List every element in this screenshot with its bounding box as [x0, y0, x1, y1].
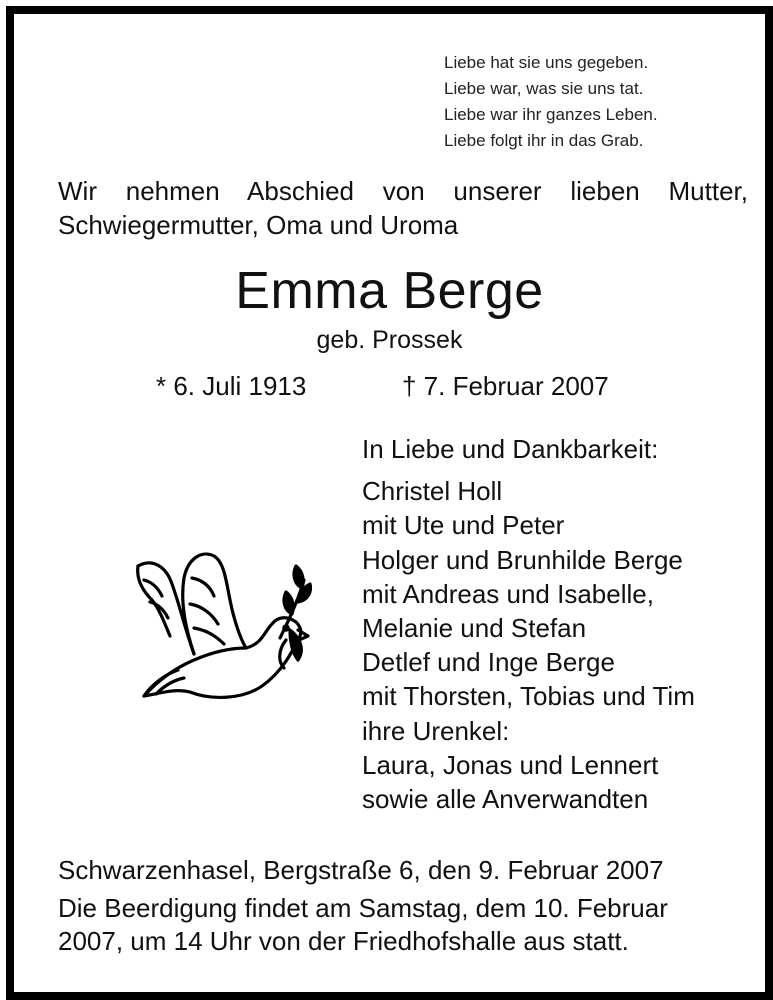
- mourner-line: Christel Holl: [362, 476, 503, 507]
- mourners-list: [362, 432, 752, 816]
- mourner-line: mit Andreas und Isabelle,: [362, 578, 654, 609]
- mourner-line: ihre Urenkel:: [362, 715, 510, 746]
- poem-line: Liebe hat sie uns gegeben.: [444, 53, 649, 72]
- obituary-notice: [6, 6, 773, 1000]
- intro-line-2: Schwiegermutter, Oma und Uroma: [58, 210, 459, 240]
- mourner-line: Detlef und Inge Berge: [362, 647, 615, 678]
- maiden-name: geb. Prossek: [316, 326, 463, 354]
- birth-date: * 6. Juli 1913: [156, 371, 307, 401]
- mourner-line: sowie alle Anverwandten: [362, 784, 649, 815]
- farewell-intro: [58, 174, 748, 242]
- poem-line: Liebe folgt ihr in das Grab.: [444, 131, 644, 150]
- poem-line: Liebe war, was sie uns tat.: [444, 79, 644, 98]
- place-and-date: Schwarzenhasel, Bergstraße 6, den 9. Februar 2007: [58, 855, 664, 885]
- mourner-line: Holger und Brunhilde Berge: [362, 544, 683, 575]
- dove-with-olive-branch-icon: [122, 544, 312, 714]
- death-date: † 7. Februar 2007: [402, 371, 609, 401]
- mourner-line: Laura, Jonas und Lennert: [362, 749, 659, 780]
- funeral-info-line-2: 2007, um 14 Uhr von der Friedhofshalle aus statt.: [58, 926, 629, 956]
- mourner-line: mit Thorsten, Tobias und Tim: [362, 681, 695, 712]
- intro-line-1: Wir nehmen Abschied von unserer lieben Mutter,: [58, 176, 748, 206]
- mourner-line: Melanie und Stefan: [362, 613, 587, 644]
- deceased-name: Emma Berge: [235, 262, 544, 320]
- poem-line: Liebe war ihr ganzes Leben.: [444, 105, 658, 124]
- footer-info: [58, 854, 738, 958]
- poem-verse: [444, 50, 744, 154]
- mourner-line: mit Ute und Peter: [362, 510, 565, 541]
- mourners-heading: In Liebe und Dankbarkeit:: [362, 434, 659, 464]
- funeral-info-line-1: Die Beerdigung findet am Samstag, dem 10. Februar: [58, 893, 668, 923]
